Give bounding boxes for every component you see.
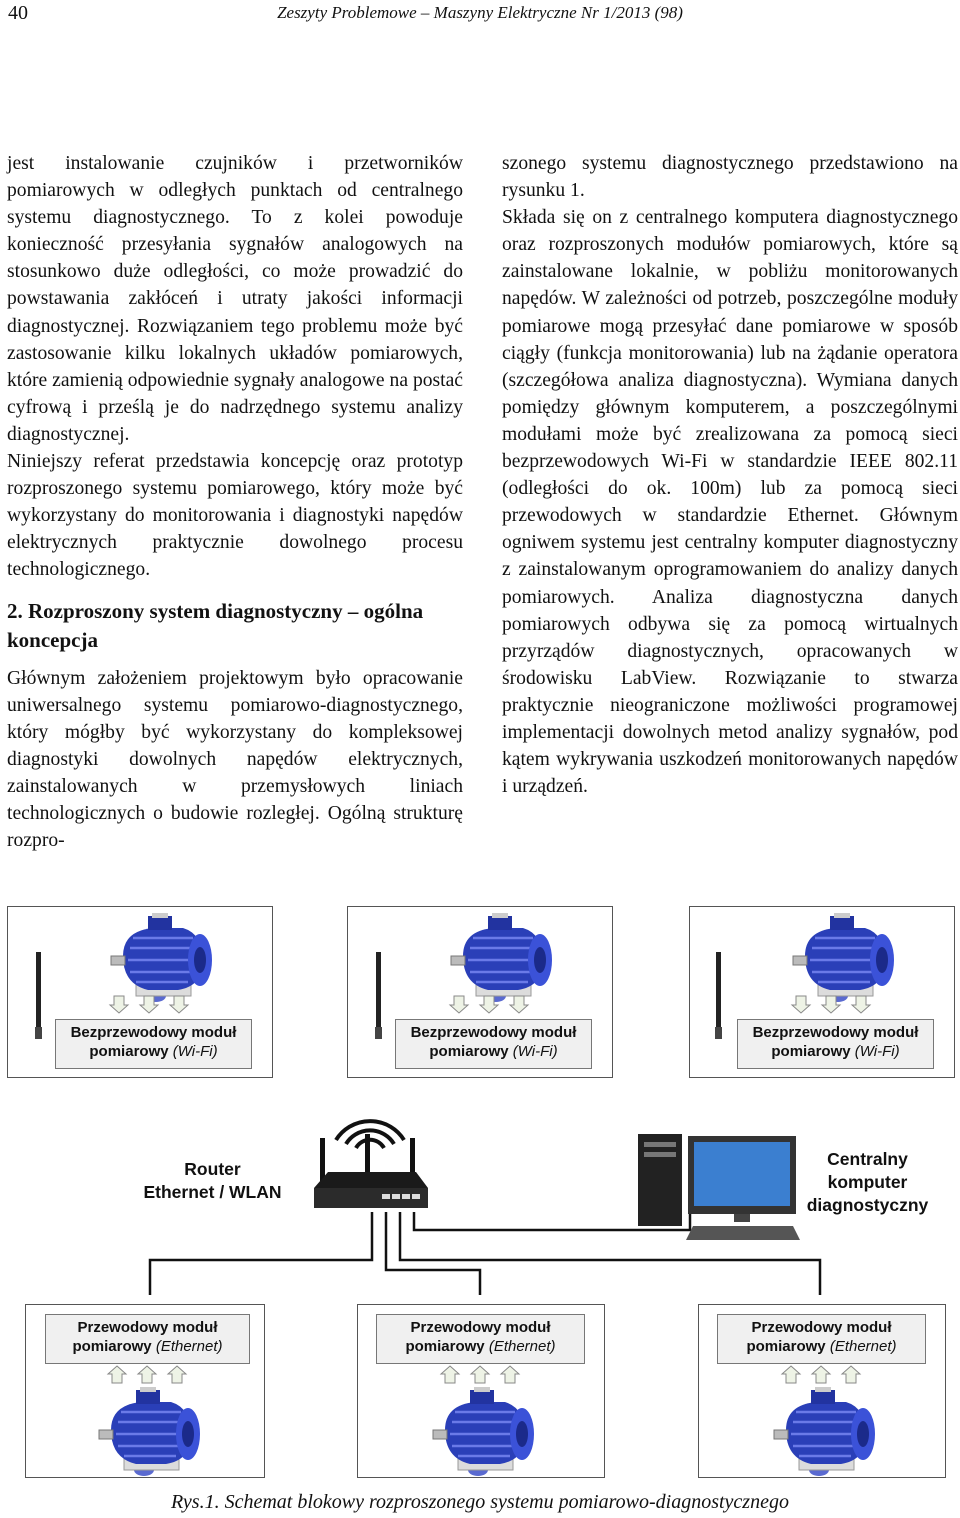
ethernet-module-label: Przewodowy moduł pomiarowy (Ethernet) <box>717 1314 926 1364</box>
motor-icon <box>96 1390 206 1480</box>
page-header <box>0 0 960 30</box>
computer-icon <box>638 1134 800 1244</box>
arrow-up-icon <box>138 1366 158 1386</box>
section-title: 2. Rozproszony system diagnostyczny – ogólna koncepcja <box>7 598 424 652</box>
wifi-module-label: Bezprzewodowy moduł pomiarowy (Wi-Fi) <box>737 1019 934 1069</box>
motor-icon <box>430 1390 540 1480</box>
arrow-up-icon <box>168 1366 188 1386</box>
figure-caption: Rys.1. Schemat blokowy rozproszonego systemu pomiarowo-diagnostycznego <box>171 1491 789 1513</box>
journal-title: Zeszyty Problemowe – Maszyny Elektryczne Nr 1/2013 (98) <box>277 3 683 22</box>
paragraph: Głównym założeniem projektowym było opracowanie uniwersalnego systemu pomiarowo-diagnostycznego, który mógłby być wykorzystany do kompleksowej diagnostyki dowolnych napędów elektrycznych, zainstalowanych w przemysłowych liniach technologicznych o budowie rozległej. Ogólną strukturę rozpro- <box>7 667 463 852</box>
arrow-up-icon <box>108 1366 128 1386</box>
paragraph: jest instalowanie czujników i przetworników pomiarowych w odległych punktach od centralnego systemu diagnostycznego. To z kolei powoduje konieczność przesyłania sygnałów analogowych na stosunkowo duże odległości, co może prowadzić do powstawania zakłóceń i utraty jakości informacji diagnostycznej. Rozwiązaniem tego problemu może być zastosowanie kilku lokalnych układów pomiarowych, które zamienią odpowiednie sygnały analogowe na postać cyfrową i prześlą je do nadrzędnego systemu analizy diagnostycznej. <box>7 153 463 445</box>
central-computer-label: Centralny komputer diagnostyczny <box>806 1149 929 1215</box>
arrow-up-icon <box>441 1366 461 1386</box>
arrow-up-icon <box>471 1366 491 1386</box>
wifi-module-label: Bezprzewodowy moduł pomiarowy (Wi-Fi) <box>395 1019 592 1069</box>
ethernet-module-label: Przewodowy moduł pomiarowy (Ethernet) <box>376 1314 585 1364</box>
paragraph: Składa się on z centralnego komputera diagnostycznego oraz rozproszonych modułów pomiarowych, które są zainstalowane lokalnie, w pobliżu monitorowanych napędów. W zależności od potrzeb, poszczególne moduły pomiarowe mogą przesyłać dane pomiarowe w sposób ciągły (funkcja monitorowania) lub na żądanie operatora (szczegółowa analiza diagnostyczna). Wymiana danych pomiędzy głównym komputerem, a poszczególnymi modułami może być zrealizowana za pomocą sieci bezprzewodowych Wi-Fi w standardzie IEEE 802.11 (odległości do ok. 100m) lub za pomocą sieci przewodowych w standardzie Ethernet. Głównym ogniwem systemu jest centralny komputer diagnostyczny z zainstalowanym oprogramowaniem do analizy danych pomiarowych. Analiza diagnostyczna danych pomiarowych odbywa się za pomocą wirtualnych przyrządów diagnostycznych, opracowanych w środowisku LabView. Rozwiązanie to stwarza praktycznie nieograniczone możliwości programowej implementacji dowolnych metod analizy sygnałów, pod kątem wykrywania uszkodzeń monitorowanych napędów i urządzeń. <box>502 207 958 798</box>
ethernet-module-label: Przewodowy moduł pomiarowy (Ethernet) <box>45 1314 250 1364</box>
arrow-up-icon <box>501 1366 521 1386</box>
arrow-up-icon <box>842 1366 862 1386</box>
wifi-module-label: Bezprzewodowy moduł pomiarowy (Wi-Fi) <box>55 1019 252 1069</box>
arrow-up-icon <box>782 1366 802 1386</box>
left-column <box>7 150 463 854</box>
paragraph: szonego systemu diagnostycznego przedstawiono na rysunku 1. <box>502 153 958 202</box>
paragraph: Niniejszy referat przedstawia koncepcję oraz prototyp rozproszonego systemu pomiarowego, który może być wykorzystany do monitorowania i diagnostyki napędów elektrycznych praktycznie dowolnego procesu technologicznego. <box>7 451 463 581</box>
right-column <box>502 150 958 800</box>
figure-diagram <box>0 900 960 1490</box>
page-number: 40 <box>8 2 28 24</box>
motor-icon <box>771 1390 881 1480</box>
arrow-up-icon <box>812 1366 832 1386</box>
router-label: Router Ethernet / WLAN <box>143 1159 282 1202</box>
